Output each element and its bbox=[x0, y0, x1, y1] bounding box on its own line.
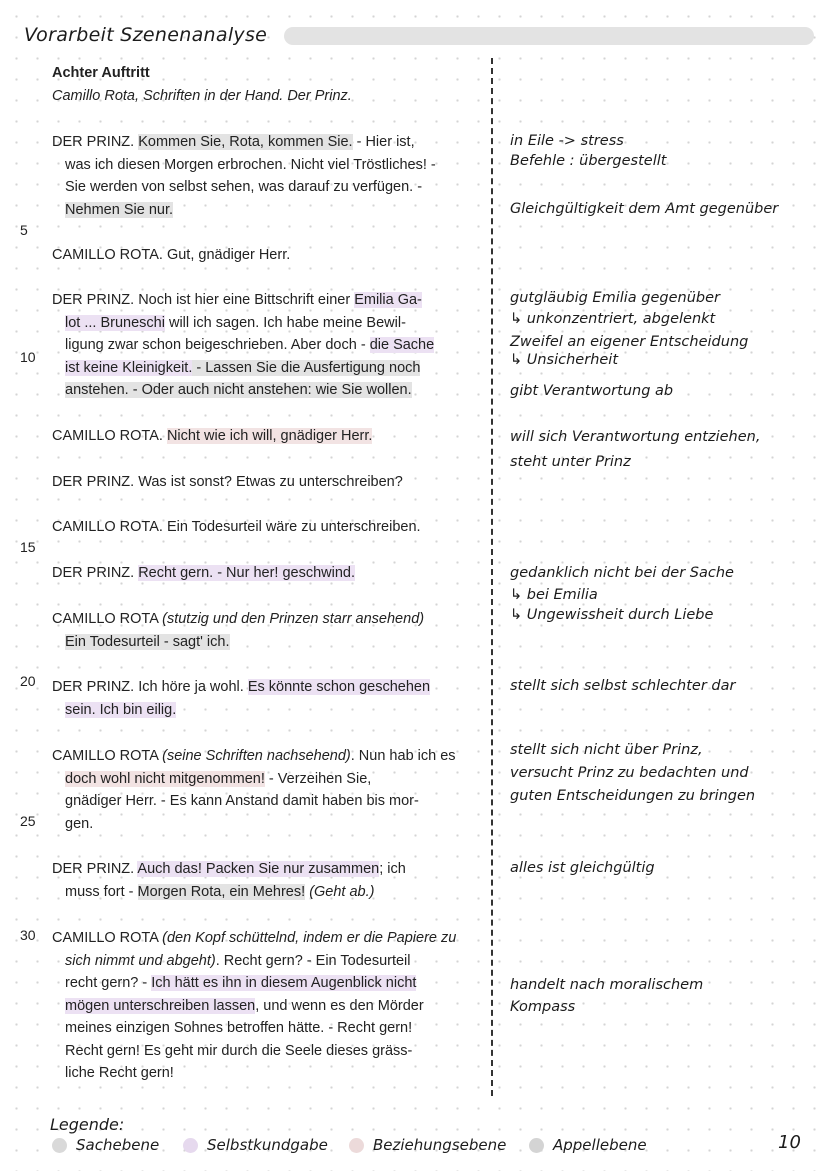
text-run: recht gern? - bbox=[65, 975, 152, 991]
margin-note: Gleichgültigkeit dem Amt gegenüber bbox=[510, 201, 779, 217]
dialogue-paragraph bbox=[52, 471, 403, 494]
highlight-self-disclosure: Es könnte schon geschehen bbox=[247, 679, 431, 695]
margin-note: versucht Prinz zu bedachten und bbox=[510, 765, 749, 781]
text-run: ligung zwar schon beigeschrieben. Aber doch - bbox=[65, 337, 370, 353]
line-number: 25 bbox=[20, 813, 36, 829]
highlight-self-disclosure: Ich hätt es ihn in diesem Augenblick nicht bbox=[151, 975, 417, 991]
margin-note: will sich Verantwortung entziehen, bbox=[510, 429, 761, 445]
margin-note: ↳ Unsicherheit bbox=[510, 352, 619, 368]
text-run: CAMILLO ROTA. bbox=[52, 428, 167, 444]
text-run: - Hier ist, bbox=[352, 134, 415, 150]
page-title: Vorarbeit Szenenanalyse bbox=[24, 24, 268, 46]
scene-heading: Achter Auftritt bbox=[52, 65, 150, 81]
text-run: will ich sagen. Ich habe meine Bewil- bbox=[164, 314, 406, 331]
margin-note: in Eile -> stress bbox=[510, 133, 624, 149]
legend-label: Appellebene bbox=[553, 1136, 647, 1154]
scene-heading-block bbox=[52, 62, 352, 107]
margin-note: steht unter Prinz bbox=[510, 454, 631, 470]
legend-dot-icon bbox=[529, 1138, 544, 1153]
highlight-appeal: - Lassen Sie die Ausfertigung noch bbox=[192, 359, 421, 376]
legend-label: Beziehungsebene bbox=[373, 1136, 507, 1154]
highlight-relationship: Nicht wie ich will, gnädiger Herr. bbox=[166, 428, 373, 444]
margin-note: ↳ bei Emilia bbox=[510, 587, 598, 603]
margin-note: ↳ Ungewissheit durch Liebe bbox=[510, 607, 714, 623]
text-run: CAMILLO ROTA bbox=[52, 611, 163, 627]
legend-item-selbstkundgabe bbox=[183, 1136, 328, 1154]
highlight-appeal: anstehen. bbox=[65, 382, 129, 398]
highlight-self-disclosure: Auch das! Packen Sie nur zusammen bbox=[137, 861, 380, 877]
scene-setting: Camillo Rota, Schriften in der Hand. Der Prinz. bbox=[52, 87, 352, 104]
margin-note: gedanklich nicht bei der Sache bbox=[510, 565, 734, 581]
text-run: . Recht gern? - Ein Todesurteil bbox=[215, 952, 411, 969]
highlight-appeal: Morgen Rota, ein Mehres! bbox=[137, 883, 306, 900]
dialogue-paragraph bbox=[52, 131, 436, 221]
text-line: gen. bbox=[65, 815, 94, 832]
text-run: DER PRINZ. bbox=[52, 861, 138, 877]
legend-item-sachebene bbox=[52, 1136, 159, 1154]
legend-title: Legende: bbox=[50, 1115, 125, 1134]
highlight-self-disclosure: sein. Ich bin eilig. bbox=[65, 701, 177, 718]
text-run: CAMILLO ROTA bbox=[52, 930, 163, 946]
margin-note: ↳ unkonzentriert, abgelenkt bbox=[510, 311, 716, 327]
text-line: DER PRINZ. Was ist sonst? Etwas zu unterschreiben? bbox=[52, 474, 403, 490]
dialogue-paragraph bbox=[52, 425, 372, 448]
highlight-self-disclosure: die Sache bbox=[369, 337, 435, 353]
legend-label: Selbstkundgabe bbox=[207, 1136, 328, 1154]
text-run: ; ich bbox=[379, 861, 406, 877]
text-run: DER PRINZ. bbox=[52, 565, 139, 581]
text-line: CAMILLO ROTA. Gut, gnädiger Herr. bbox=[52, 247, 291, 263]
legend-item-beziehungsebene bbox=[349, 1136, 506, 1154]
line-number: 5 bbox=[20, 222, 28, 238]
margin-note: handelt nach moralischem bbox=[510, 977, 704, 993]
dialogue-paragraph bbox=[52, 608, 424, 653]
text-run: muss fort - bbox=[65, 883, 138, 900]
legend-dot-icon bbox=[349, 1138, 364, 1153]
margin-note: gutgläubig Emilia gegenüber bbox=[510, 290, 721, 306]
text-run: CAMILLO ROTA bbox=[52, 748, 163, 764]
highlight-self-disclosure: mögen unterschreiben lassen bbox=[65, 997, 256, 1014]
highlight-appeal: Nehmen Sie nur. bbox=[65, 201, 174, 218]
highlight-appeal: Kommen Sie, Rota, kommen Sie. bbox=[138, 134, 353, 150]
legend-dot-icon bbox=[52, 1138, 67, 1153]
line-number: 10 bbox=[20, 349, 36, 365]
text-line: CAMILLO ROTA. Ein Todesurteil wäre zu unterschreiben. bbox=[52, 519, 421, 535]
stage-direction: (Geht ab.) bbox=[309, 883, 375, 900]
text-run: . Nun hab ich es bbox=[350, 748, 456, 764]
text-run: DER PRINZ. Noch ist hier eine Bittschrift einer bbox=[52, 292, 355, 308]
text-line: was ich diesen Morgen erbrochen. Nicht viel Tröstliches! - bbox=[65, 156, 436, 173]
margin-note: stellt sich selbst schlechter dar bbox=[510, 678, 736, 694]
dialogue-paragraph bbox=[52, 244, 290, 267]
dialogue-paragraph bbox=[52, 289, 434, 402]
margin-note: gibt Verantwortung ab bbox=[510, 383, 674, 399]
margin-note: Kompass bbox=[510, 999, 576, 1015]
highlight-self-disclosure: lot ... Bruneschi bbox=[65, 314, 165, 331]
column-divider bbox=[491, 58, 493, 1096]
highlight-self-disclosure: Recht gern. - Nur her! geschwind. bbox=[138, 565, 355, 581]
text-line: liche Recht gern! bbox=[65, 1065, 174, 1081]
legend-label: Sachebene bbox=[76, 1136, 160, 1154]
margin-note: guten Entscheidungen zu bringen bbox=[510, 788, 756, 804]
line-number: 15 bbox=[20, 539, 36, 555]
text-run: - Verzeihen Sie, bbox=[264, 770, 372, 787]
dialogue-paragraph bbox=[52, 858, 406, 903]
stage-direction: (den Kopf schüttelnd, indem er die Papiere zu bbox=[162, 930, 457, 946]
highlight-relationship: doch wohl nicht mitgenommen! bbox=[65, 770, 265, 787]
dialogue-paragraph bbox=[52, 927, 456, 1085]
page-number: 10 bbox=[778, 1132, 801, 1153]
text-run: , und wenn es den Mörder bbox=[255, 997, 424, 1014]
legend-item-appellebene bbox=[529, 1136, 647, 1154]
stage-direction: (seine Schriften nachsehend) bbox=[162, 748, 351, 764]
margin-note: stellt sich nicht über Prinz, bbox=[510, 742, 703, 758]
dialogue-paragraph bbox=[52, 676, 430, 721]
highlight-self-disclosure: Emilia Ga- bbox=[354, 292, 422, 308]
title-bar-decoration bbox=[284, 27, 814, 45]
text-line: gnädiger Herr. - Es kann Anstand damit haben bis mor- bbox=[65, 793, 419, 809]
stage-direction: (stutzig und den Prinzen starr ansehend) bbox=[162, 611, 425, 627]
stage-direction: sich nimmt und abgeht) bbox=[65, 952, 216, 969]
dialogue-paragraph bbox=[52, 745, 456, 835]
highlight-appeal: Ein Todesurteil - sagt' ich. bbox=[65, 633, 230, 650]
highlight-appeal: - Oder auch nicht anstehen: wie Sie wollen. bbox=[128, 382, 412, 398]
margin-note: Zweifel an eigener Entscheidung bbox=[510, 334, 749, 350]
margin-note: alles ist gleichgültig bbox=[510, 860, 655, 876]
dialogue-paragraph bbox=[52, 562, 355, 585]
text-line: Recht gern! Es geht mir durch die Seele dieses gräss- bbox=[65, 1042, 413, 1059]
legend-dot-icon bbox=[183, 1138, 198, 1153]
line-number: 20 bbox=[20, 673, 36, 689]
text-line: Sie werden von selbst sehen, was darauf zu verfügen. - bbox=[65, 179, 423, 195]
dialogue-paragraph bbox=[52, 516, 421, 539]
highlight-self-disclosure: ist keine Kleinigkeit. bbox=[65, 359, 193, 376]
margin-note: Befehle : übergestellt bbox=[510, 153, 667, 169]
text-run: DER PRINZ. Ich höre ja wohl. bbox=[52, 679, 248, 695]
text-run: DER PRINZ. bbox=[52, 134, 139, 150]
line-number: 30 bbox=[20, 927, 36, 943]
text-line: meines einzigen Sohnes betroffen hätte. - Recht gern! bbox=[65, 1020, 413, 1036]
